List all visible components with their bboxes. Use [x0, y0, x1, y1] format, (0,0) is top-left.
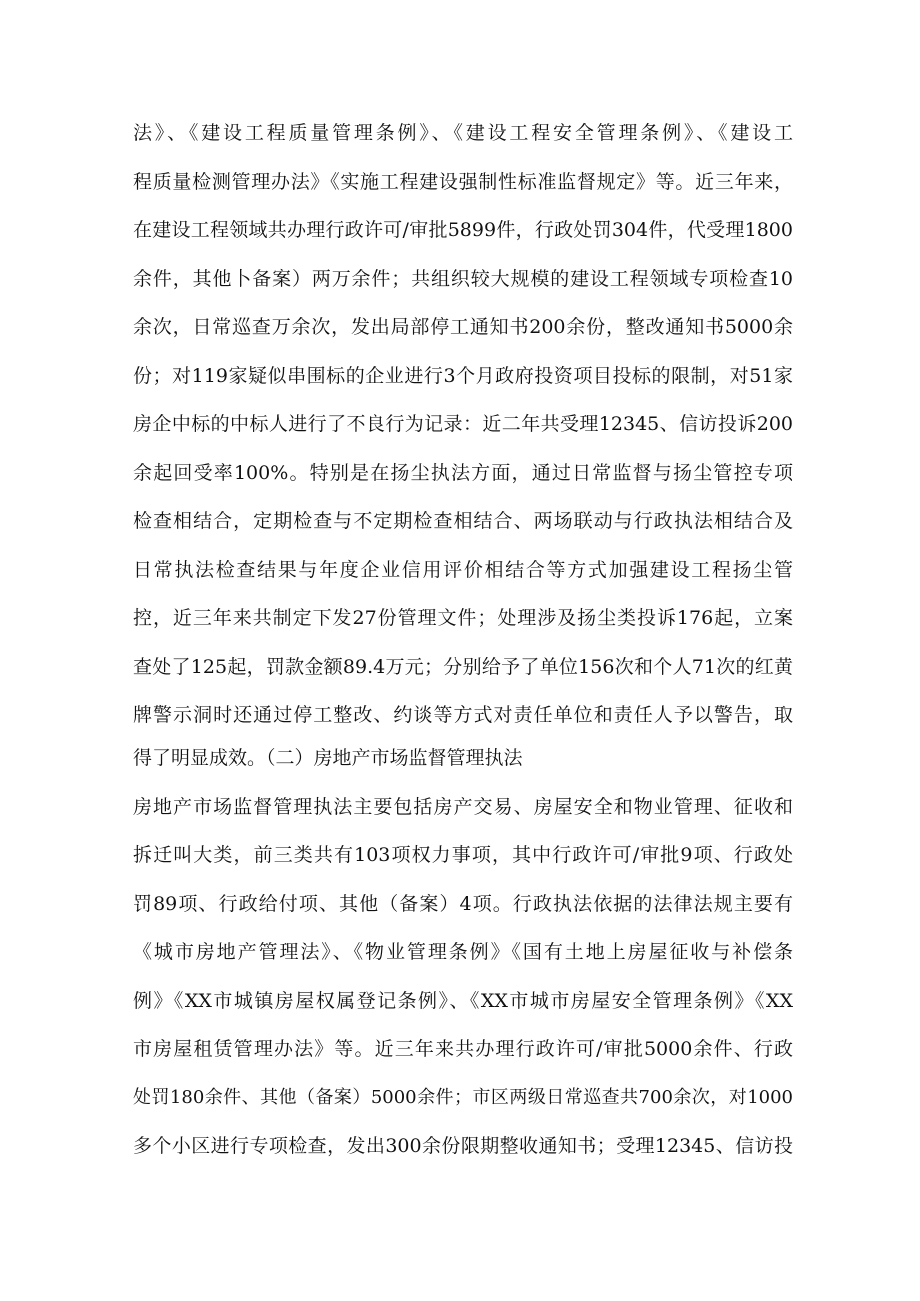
text-line: 罚89项、行政给付项、其他（备案）4项。行政执法依据的法律法规主要有: [133, 893, 793, 915]
text-line: 份；对119家疑似串围标的企业进行3个月政府投资项目投标的限制，对51家: [133, 365, 793, 387]
text-line: 余件，其他卜备案）两万余件；共组织较大规模的建设工程领域专项检查10: [133, 268, 793, 290]
text-line: 多个小区进行专项检查，发出300余份限期整收通知书；受理12345、信访投: [133, 1135, 793, 1157]
text-line: 市房屋租赁管理办法》等。近三年来共办理行政许可/审批5000余件、行政: [133, 1038, 793, 1060]
section-heading-line: 得了明显成效。（二）房地产市场监督管理执法: [133, 747, 523, 769]
text-line: 检查相结合，定期检查与不定期检查相结合、两场联动与行政执法相结合及: [133, 510, 793, 532]
text-line: 余起回受率100%。特别是在扬尘执法方面，通过日常监督与扬尘管控专项: [133, 462, 793, 484]
text-line: 房地产市场监督管理执法主要包括房产交易、房屋安全和物业管理、征收和: [133, 796, 793, 818]
text-line: 法》、《建设工程质量管理条例》、《建设工程安全管理条例》、《建设工: [133, 122, 793, 144]
text-line: 控，近三年来共制定下发27份管理文件；处理涉及扬尘类投诉176起，立案: [133, 607, 793, 629]
text-line: 余次，日常巡查万余次，发出局部停工通知书200余份，整改通知书5000余: [133, 316, 793, 338]
text-line: 房企中标的中标人进行了不良行为记录：近二年共受理12345、信访投诉200: [133, 413, 793, 435]
text-line: 查处了125起，罚款金额89.4万元；分别给予了单位156次和个人71次的红黄: [133, 656, 793, 678]
text-line: 程质量检测管理办法》《实施工程建设强制性标准监督规定》等。近三年来，: [133, 171, 793, 193]
text-line: 例》《XX市城镇房屋权属登记条例》、《XX市城市房屋安全管理条例》《XX: [133, 990, 793, 1012]
text-line: 处罚180余件、其他（备案）5000余件；市区两级日常巡查共700余次，对1000: [133, 1087, 793, 1108]
text-line: 《城市房地产管理法》、《物业管理条例》《国有土地上房屋征收与补偿条: [133, 941, 793, 963]
text-line: 日常执法检查结果与年度企业信用评价相结合等方式加强建设工程扬尘管: [133, 559, 793, 581]
text-line: 在建设工程领域共办理行政许可/审批5899件，行政处罚304件，代受理1800: [133, 219, 793, 241]
text-line: 拆迁叫大类，前三类共有103项权力事项，其中行政许可/审批9项、行政处: [133, 844, 793, 866]
text-line: 牌警示洞时还通过停工整改、约谈等方式对责任单位和责任人予以警告，取: [133, 704, 793, 726]
